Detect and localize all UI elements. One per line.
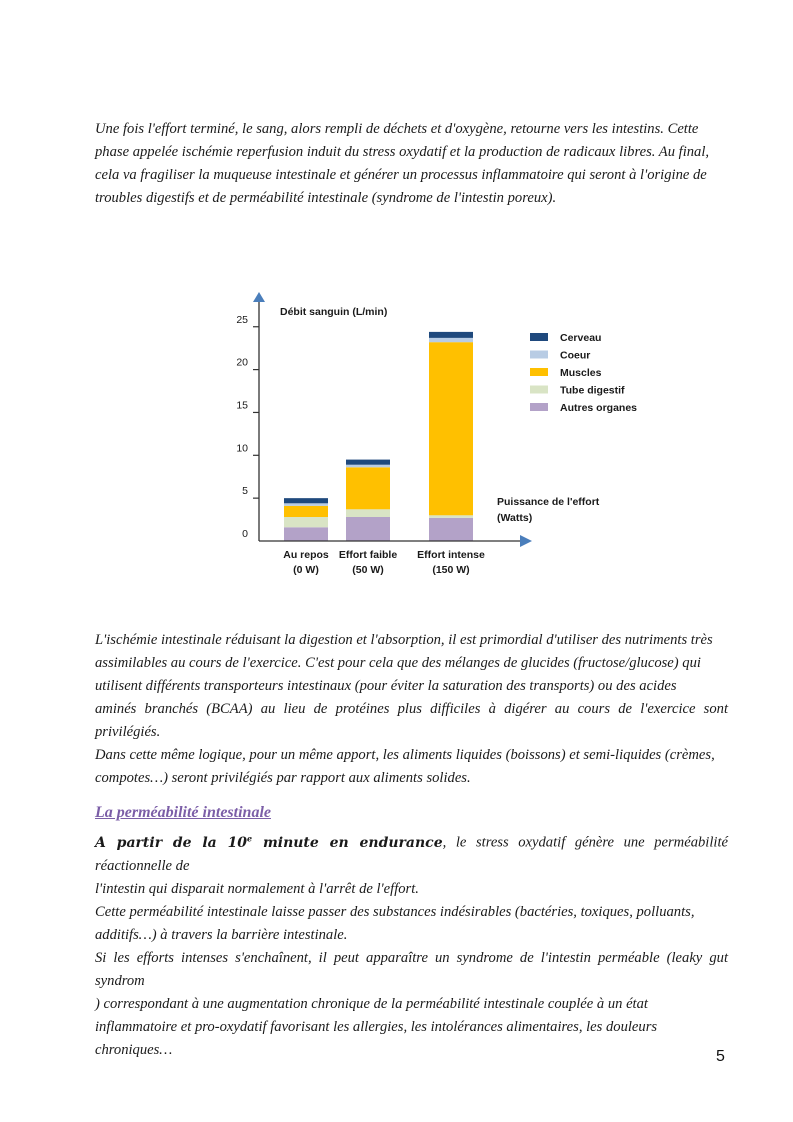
x-axis-label-line2: (Watts) <box>497 512 533 524</box>
bold-lead: A partir de la 10e minute en endurance <box>95 833 443 851</box>
text-line: aminés branchés (BCAA) au lieu de protéines plus difficiles à digérer au cours de l'exercice sont privilégiés. <box>95 701 728 740</box>
tick-label: 5 <box>242 485 248 498</box>
y-axis-arrow-icon <box>253 292 265 302</box>
text-line: troubles digestifs et de perméabilité intestinale (syndrome de l'intestin poreux). <box>95 190 557 206</box>
y-ticks <box>236 314 259 540</box>
bar-segment-muscles <box>284 506 328 517</box>
bar-segment-autres-organes <box>346 517 390 541</box>
bar-segment-coeur <box>284 503 328 506</box>
bar-segment-coeur <box>346 465 390 468</box>
text-line: assimilables au cours de l'exercice. C'est pour cela que des mélanges de glucides (fructose/glucose) qui <box>95 655 701 671</box>
text-line: Dans cette même logique, pour un même apport, les aliments liquides (boissons) et semi-liquides (crèmes, <box>95 747 715 763</box>
text-line: ) correspondant à une augmentation chronique de la perméabilité intestinale couplée à un état <box>95 995 648 1012</box>
legend-swatch <box>530 333 548 341</box>
page-number: 5 <box>716 1048 725 1065</box>
category-label: (150 W) <box>432 564 470 576</box>
category-label: Effort faible <box>338 549 398 561</box>
legend-label: Muscles <box>560 367 602 379</box>
text-fragment: Si les efforts intenses s'enchaînent, il peut apparaître un syndrome de l'intestin perméable ( <box>95 949 672 966</box>
text-line: inflammatoire et pro-oxydatif favorisant les allergies, les intolérances alimentaires, les douleurs <box>95 1018 658 1035</box>
bar-segment-muscles <box>346 467 390 509</box>
legend-label: Autres organes <box>560 402 638 414</box>
legend-label: Cerveau <box>560 332 602 344</box>
blood-flow-chart <box>220 290 660 590</box>
tick-label: 20 <box>236 356 248 369</box>
text-line <box>95 827 728 878</box>
bar-segment-coeur <box>429 338 473 342</box>
bar-group <box>284 332 473 541</box>
tick-label: 10 <box>236 442 248 455</box>
text-fragment: , le stress oxydatif génère une perméabilité réactionnelle de <box>95 834 728 874</box>
legend-swatch <box>530 351 548 359</box>
category-label: Effort intense <box>417 549 485 561</box>
tick-label: 15 <box>236 399 248 412</box>
tick-label: 25 <box>236 313 248 326</box>
bar-segment-tube-digestif <box>346 509 390 517</box>
intro-paragraph <box>95 118 728 210</box>
text-line: compotes…) seront privilégiés par rapport aux aliments solides. <box>95 770 471 786</box>
category-label: Au repos <box>283 549 329 561</box>
text-line: l'intestin qui disparait normalement à l'arrêt de l'effort. <box>95 880 419 897</box>
text-line: phase appelée ischémie reperfusion induit du stress oxydatif et la production de radicaux libres. Au final, <box>95 144 710 160</box>
text-line: additifs…) à travers la barrière intestinale. <box>95 926 348 943</box>
permeability-paragraph <box>95 827 728 1062</box>
bar-segment-tube-digestif <box>284 517 328 527</box>
legend-swatch <box>530 368 548 376</box>
x-axis-label-line1: Puissance de l'effort <box>497 496 600 508</box>
text-line: Cette perméabilité intestinale laisse passer des substances indésirables (bactéries, toxiques, polluants, <box>95 903 695 920</box>
category-label: (0 W) <box>293 564 319 576</box>
bar-segment-muscles <box>429 342 473 515</box>
legend <box>530 332 637 414</box>
category-label: (50 W) <box>352 564 384 576</box>
text-line: L'ischémie intestinale réduisant la digestion et l'absorption, il est primordial d'utiliser des nutriments très <box>95 632 713 648</box>
legend-label: Coeur <box>560 349 591 362</box>
text-line <box>95 947 728 993</box>
bar-segment-autres-organes <box>284 527 328 541</box>
legend-label: Tube digestif <box>560 384 625 397</box>
bar-segment-cerveau <box>346 460 390 465</box>
tick-label: 0 <box>242 528 248 540</box>
text-line: chroniques… <box>95 1041 173 1058</box>
legend-swatch <box>530 386 548 394</box>
bar-segment-cerveau <box>429 332 473 338</box>
y-axis-label: Débit sanguin (L/min) <box>280 306 388 318</box>
bar-segment-cerveau <box>284 498 328 503</box>
ischemia-paragraph <box>95 629 728 790</box>
leaky-gut-term: leaky gut syndrom <box>95 949 728 989</box>
text-line: cela va fragiliser la muqueuse intestinale et générer un processus inflammatoire qui seront à l'origine de <box>95 167 707 183</box>
category-labels <box>283 549 485 576</box>
legend-swatch <box>530 403 548 411</box>
text-line: Une fois l'effort terminé, le sang, alors rempli de déchets et d'oxygène, retourne vers les intestins. Cette <box>95 121 699 137</box>
section-heading: La perméabilité intestinale <box>95 804 271 821</box>
x-axis-arrow-icon <box>520 535 532 547</box>
bar-segment-autres-organes <box>429 518 473 541</box>
bar-segment-tube-digestif <box>429 515 473 518</box>
text-line: utilisent différents transporteurs intestinaux (pour éviter la saturation des transports) ou des acides <box>95 678 677 694</box>
